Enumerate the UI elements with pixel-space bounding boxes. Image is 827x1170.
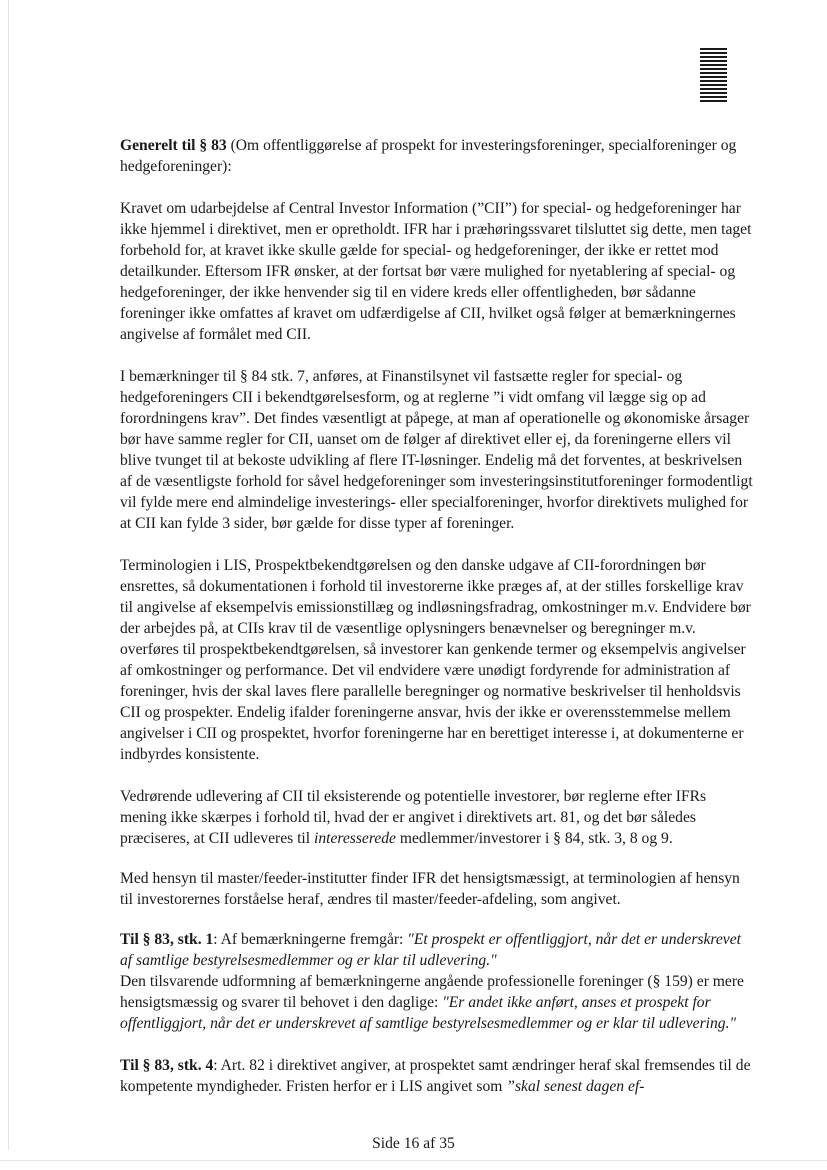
page-number: Side 16 af 35 (372, 1135, 455, 1152)
italic-quote: ”skal senest dagen ef- (506, 1078, 645, 1095)
paragraph-udlevering (120, 786, 756, 849)
page-left-edge (8, 0, 9, 1150)
section-heading: Til § 83, stk. 1 (120, 931, 214, 948)
paragraph-stk1 (120, 929, 756, 1034)
section-heading: Til § 83, stk. 4 (120, 1057, 214, 1074)
paragraph-terminologi: Terminologien i LIS, Prospektbekendtgørelsen og den danske udgave af CII-forordningen bør ensrettes, så dokumentationen i forhold til investorerne ikke præges af, at der stilles forskellige krav til angivelse af eksempelvis emissionstillæg og indløsningsfradrag, omkostninger m.v. Endvidere bør der arbejdes på, at CIIs krav til de væsentlige oplysningers benævnelser og beregninger m.v. overføres til prospektbekendtgørelsen, så investorer kan genkende termer og eksempelvis angivelser af omkostninger og performance. Det vil endvidere være unødigt fordyrende for administration af foreninger, hvis der skal laves flere parallelle beregninger og normative beskrivelser til henholdsvis CII og prospekter. Endelig ifalder foreningerne ansvar, hvis der ikke er overensstemmelse mellem angivelser i CII og prospektet, hvorfor foreningerne har en berettiget interesse i, at dokumenterne er indbyrdes konsistente. (120, 557, 751, 763)
paragraph-text: medlemmer/investorer i § 84, stk. 3, 8 og 9. (395, 830, 673, 847)
paragraph-stk4 (120, 1055, 756, 1097)
page-bottom-edge (0, 1160, 827, 1161)
paragraph-master-feeder: Med hensyn til master/feeder-institutter finder IFR det hensigtsmæssigt, at terminologien af hensyn til investorernes forståelse heraf, ændres til master/feeder-afdeling, som angivet. (120, 870, 740, 908)
section-heading: Generelt til § 83 (120, 137, 227, 154)
paragraph-general (120, 135, 756, 177)
italic-quote: "Er andet ikke anført, anses et prospekt for offentliggjort, når det er underskrevet af samtlige bestyrelsesmedlemmer og er klar til udlevering." (120, 994, 737, 1032)
italic-text: interesserede (314, 830, 396, 847)
paragraph-cii-requirement: Kravet om udarbejdelse af Central Investor Information (”CII”) for special- og hedgeforeninger har ikke hjemmel i direktivet, men er opretholdt. IFR har i præhøringssvaret tilsluttet sig dette, men taget forbehold for, at kravet ikke skulle gælde for special- og hedgeforeninger, der ikke er rettet mod detailkunder. Eftersom IFR ønsker, at der fortsat bør være mulighed for nyetablering af special- og hedgeforeninger, der ikke henvender sig til en videre kreds eller offentligheden, bør sådanne foreninger ikke omfattes af kravet om udfærdigelse af CII, hvilket også følger at bemærkningernes angivelse af formålet med CII. (120, 200, 752, 343)
paragraph-bemaerkninger: I bemærkninger til § 84 stk. 7, anføres, at Finanstilsynet vil fastsætte regler for special- og hedgeforeningers CII i bekendtgørelsesform, og at reglerne ”i vidt omfang vil lægge sig op ad forordningens krav”. Det findes væsentligt at påpege, at man af operationelle og økonomiske årsager bør have samme regler for CII, uanset om de følger af direktivet eller ej, da foreningerne ellers vil blive tvunget til at bekoste udvikling af flere IT-løsninger. Endelig må det forventes, at beskrivelsen af de væsentligste forhold for såvel hedgeforeninger som investeringsinstitutforeninger formodentligt vil fylde mere end almindelige investerings- eller specialforeninger, hvorfor direktivets mulighed for at CII kan fylde 3 sider, bør gælde for disse typer af foreninger. (120, 368, 753, 532)
document-body (120, 135, 756, 1118)
paragraph-text: Vedrørende udlevering af CII til eksisterende og potentielle investorer, bør reglerne efter IFRs mening ikke skærpes i forhold til, hvad der er angivet i direktivets art. 81, og det bør således præciseres, at CII udleveres til (120, 788, 707, 847)
paragraph-text: : Art. 82 i direktivet angiver, at prospektet samt ændringer heraf skal fremsendes til de kompetente myndigheder. Fristen herfor er i LIS angivet som (120, 1057, 751, 1095)
italic-quote: "Et prospekt er offentliggjort, når det er underskrevet af samtlige bestyrelsesmedlemmer og er klar til udlevering." (120, 931, 741, 969)
paragraph-text: Den tilsvarende udformning af bemærkningerne angående professionelle foreninger (§ 159) er mere hensigtsmæssig og svarer til behovet i den daglige: (120, 973, 744, 1011)
paragraph-text: (Om offentliggørelse af prospekt for investeringsforeninger, specialforeninger og hedgeforeninger): (120, 137, 737, 175)
paragraph-text: : Af bemærkningerne fremgår: (213, 931, 408, 948)
barcode-stamp (700, 48, 727, 106)
